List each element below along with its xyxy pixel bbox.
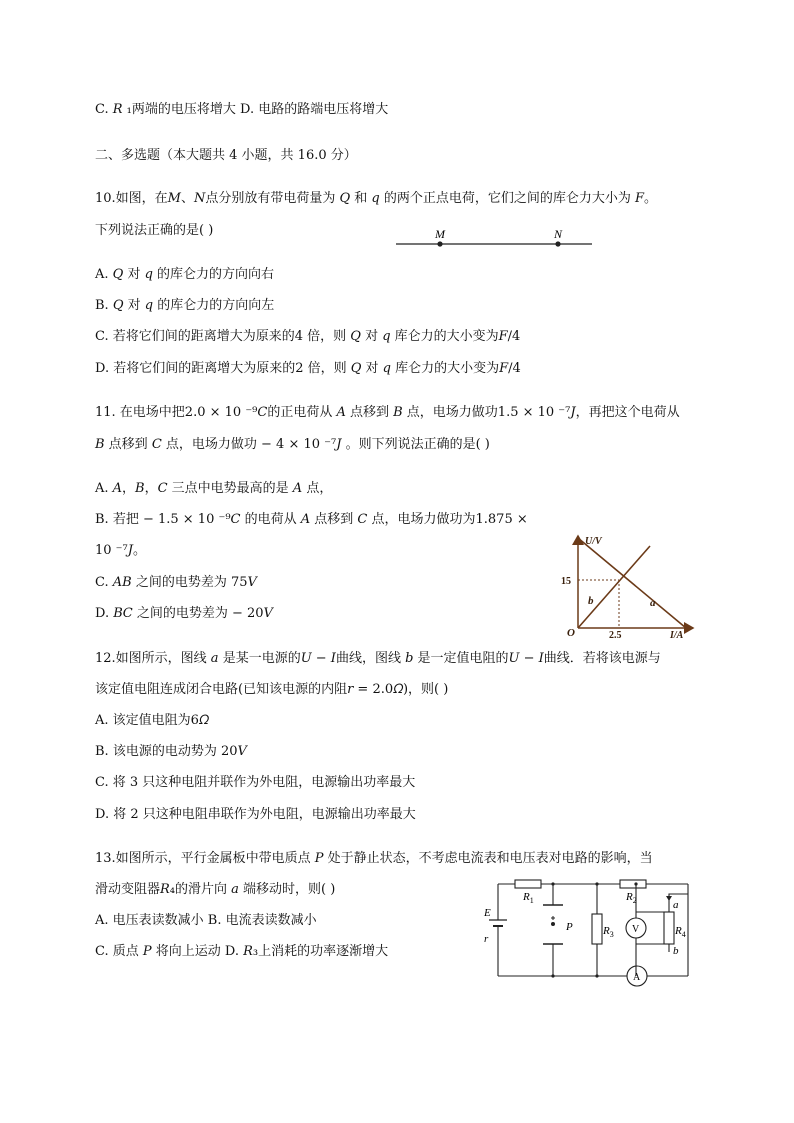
- ui-graph: [560, 530, 700, 642]
- q11-stem-line1: 11. 在电场中把2.0 × 10 ⁻⁹𝐶的正电荷从 𝐴 点移到 𝐵 点，电场力做功1.5 × 10 ⁻⁷𝐽，再把这个电荷从: [95, 405, 680, 420]
- label-n: N: [554, 227, 563, 241]
- label-r1: $R_1$: [523, 891, 534, 905]
- x-tick-2.5: 2.5: [609, 630, 622, 641]
- q11-stem-line2: 𝐵 点移到 𝐶 点，电场力做功 − 4 × 10 ⁻⁷𝐽 。则下列说法正确的是( ): [95, 437, 490, 452]
- mn-figure: [396, 226, 596, 250]
- q12-option-c: C. 将 3 只这种电阻并联作为外电阻，电源输出功率最大: [95, 775, 416, 790]
- q12-option-b: B. 该电源的电动势为 20𝑉: [95, 744, 247, 759]
- q10-option-b: B. 𝑄 对 𝑞 的库仑力的方向向左: [95, 298, 275, 313]
- label-r-internal: r: [484, 933, 489, 945]
- label-a: a: [673, 899, 679, 911]
- q12-stem-line2: 该定值电阻连成闭合电路(已知该电源的内阻𝑟 = 2.0𝛺)，则( ): [95, 682, 449, 697]
- label-b: b: [673, 945, 679, 957]
- origin-label: O: [567, 627, 575, 639]
- label-r3: $R_3$: [603, 925, 614, 939]
- section-heading-multiple-choice: 二、多选题（本大题共 4 小题，共 16.0 分）: [95, 148, 357, 163]
- q12-option-a: A. 该定值电阻为6𝛺: [95, 713, 209, 728]
- point-m: [437, 241, 442, 246]
- x-axis-label: I/A: [670, 630, 684, 641]
- q10-stem-line2: 下列说法正确的是( ): [95, 223, 214, 238]
- line-b: [578, 546, 650, 628]
- q11-option-b-line2: 10 ⁻⁷𝐽。: [95, 543, 146, 558]
- q13-options-ab: A. 电压表读数减小 B. 电流表读数减小: [95, 913, 317, 928]
- label-e: E: [484, 907, 491, 919]
- circuit-figure: [481, 872, 699, 990]
- q13-options-cd: C. 质点 𝑃 将向上运动 D. 𝑅₃上消耗的功率逐渐增大: [95, 944, 389, 959]
- label-ammeter: A: [633, 972, 641, 983]
- q11-option-d: D. 𝐵𝐶 之间的电势差为 − 20𝑉: [95, 606, 273, 621]
- label-m: M: [435, 227, 445, 241]
- label-v: V: [632, 924, 640, 935]
- q10-option-d: D. 若将它们间的距离增大为原来的2 倍，则 𝑄 对 𝑞 库仑力的大小变为𝐹/4: [95, 361, 521, 376]
- q13-stem-line1: 13.如图所示，平行金属板中带电质点 𝑃 处于静止状态，不考虑电流表和电压表对电路的影响，当: [95, 851, 653, 866]
- line-a-label: a: [650, 597, 656, 609]
- charged-particle-p: [551, 922, 555, 926]
- rheostat-r4: [664, 912, 674, 944]
- label-r2: $R_2$: [626, 891, 637, 905]
- q11-option-a: A. 𝐴，𝐵，𝐶 三点中电势最高的是 𝐴 点，: [95, 481, 333, 496]
- line-b-label: b: [588, 595, 594, 607]
- resistor-r2: [620, 880, 646, 888]
- point-n: [555, 241, 560, 246]
- q10-option-a: A. 𝑄 对 𝑞 的库仑力的方向向右: [95, 267, 275, 282]
- q10-option-c: C. 若将它们间的距离增大为原来的4 倍，则 𝑄 对 𝑞 库仑力的大小变为𝐹/4: [95, 329, 521, 344]
- q9-options-cd: C. 𝑅 ₁两端的电压将增大 D. 电路的路端电压将增大: [95, 102, 389, 117]
- q12-option-d: D. 将 2 只这种电阻串联作为外电阻，电源输出功率最大: [95, 807, 416, 822]
- q11-option-b-line1: B. 若把 − 1.5 × 10 ⁻⁹𝐶 的电荷从 𝐴 点移到 𝐶 点，电场力做功为1.875 ×: [95, 512, 528, 527]
- q13-stem-line2: 滑动变阻器𝑅₄的滑片向 𝑎 端移动时，则( ): [95, 882, 336, 897]
- q12-stem-line1: 12.如图所示，图线 𝑎 是某一电源的𝑈 − 𝐼曲线，图线 𝑏 是一定值电阻的𝑈 − 𝐼曲线．若将该电源与: [95, 651, 661, 666]
- rheostat-slider-arrow: [666, 896, 672, 901]
- label-r4: $R_4$: [675, 925, 686, 939]
- y-axis-label: U/V: [585, 536, 602, 547]
- resistor-r1: [515, 880, 541, 888]
- resistor-r3: [592, 914, 602, 944]
- y-tick-15: 15: [561, 576, 571, 587]
- q10-stem-line1: 10.如图，在𝑀、𝑁点分别放有带电荷量为 𝑄 和 𝑞 的两个正点电荷，它们之间的库仑力大小为 𝐹。: [95, 191, 658, 206]
- line-a: [578, 538, 686, 628]
- label-p: P: [566, 921, 573, 933]
- q11-option-c: C. 𝐴𝐵 之间的电势差为 75𝑉: [95, 575, 257, 590]
